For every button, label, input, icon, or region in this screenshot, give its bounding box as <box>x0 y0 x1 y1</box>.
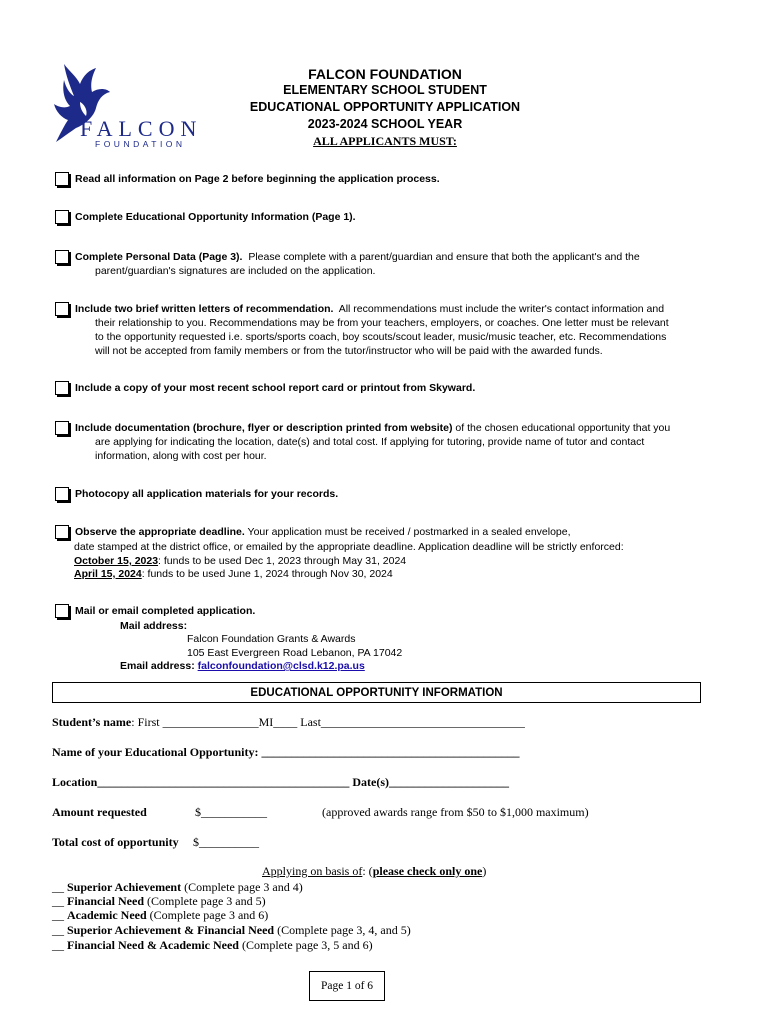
total-cost-label: Total cost of opportunity <box>52 835 179 849</box>
logo-word-text: FALCON <box>80 116 203 141</box>
basis-check-note: please check only one <box>372 864 483 878</box>
item-3-cont: parent/guardian's signatures are included on the application. <box>95 265 376 277</box>
item-8-rest: Your application must be received / postmarked in a sealed envelope, <box>247 526 571 538</box>
amount-requested-label: Amount requested <box>52 805 147 819</box>
item-2-text: Complete Educational Opportunity Information (Page 1). <box>75 211 356 223</box>
basis-name: Financial Need & Academic Need <box>67 938 239 952</box>
checkbox-1[interactable] <box>55 172 69 186</box>
logo-sub: FOUNDATION <box>95 139 186 149</box>
basis-option[interactable] <box>52 938 373 953</box>
basis-note: (Complete page 3 and 4) <box>184 880 303 894</box>
item-9-text: Mail or email completed application. <box>75 605 256 617</box>
deadline-2-text: : funds to be used June 1, 2024 through Nov 30, 2024 <box>141 568 393 580</box>
address-line-1: Falcon Foundation Grants & Awards <box>187 633 356 645</box>
section-header-box <box>52 682 701 703</box>
email-label: Email address: <box>120 660 195 672</box>
item-4-cont3: will not be accepted from family members or from the tutor/instructor who will be paid with the awarded funds. <box>95 345 603 357</box>
basis-note: (Complete page 3, 5 and 6) <box>241 938 373 952</box>
amount-note: (approved awards range from $50 to $1,000 maximum) <box>322 805 589 819</box>
basis-blank[interactable]: __ <box>52 923 64 937</box>
item-3-rest: Please complete with a parent/guardian and ensure that both the applicant's and the <box>248 251 640 263</box>
basis-name: Superior Achievement & Financial Need <box>67 923 275 937</box>
header-line1: ELEMENTARY SCHOOL STUDENT <box>283 83 487 97</box>
student-name-label: Student’s name <box>52 715 132 729</box>
section-title: EDUCATIONAL OPPORTUNITY INFORMATION <box>250 687 503 699</box>
basis-colon: : ( <box>362 864 373 878</box>
item-4-cont1: their relationship to you. Recommendations may be from your teachers, employers, or coaches. One letter must be relevant <box>95 317 669 329</box>
item-4-cont2: to the opportunity requested i.e. sports/sports coach, boy scouts/scout leader, music/music teacher, etc. Recommendations <box>95 331 667 343</box>
basis-option[interactable] <box>52 908 268 923</box>
basis-note: (Complete page 3 and 5) <box>147 894 266 908</box>
all-applicants-must: ALL APPLICANTS MUST: <box>313 134 457 148</box>
amount-requested-input[interactable]: $___________ <box>195 805 267 819</box>
org-title: FALCON FOUNDATION <box>308 66 462 82</box>
header-line3: 2023-2024 SCHOOL YEAR <box>307 117 463 131</box>
basis-blank[interactable]: __ <box>52 908 64 922</box>
checkbox-5[interactable] <box>55 381 69 395</box>
checkbox-6[interactable] <box>55 421 69 435</box>
item-6-rest: of the chosen educational opportunity that you <box>455 422 671 434</box>
basis-option[interactable] <box>52 894 266 909</box>
basis-note: (Complete page 3, 4, and 5) <box>277 923 411 937</box>
item-6-bold: Include documentation (brochure, flyer or description printed from website) <box>75 422 453 434</box>
item-1-text: Read all information on Page 2 before beginning the application process. <box>75 173 440 185</box>
checkbox-3[interactable] <box>55 250 69 264</box>
deadline-1 <box>74 554 406 568</box>
deadline-2 <box>74 567 393 581</box>
item-4-rest: All recommendations must include the writer's contact information and <box>338 303 665 315</box>
checklist-item-2 <box>55 210 725 226</box>
item-8-bold: Observe the appropriate deadline. <box>75 526 245 538</box>
basis-note: (Complete page 3 and 6) <box>149 908 269 922</box>
deadline-1-date: October 15, 2023 <box>74 555 159 567</box>
falcon-logo <box>50 62 220 154</box>
basis-blank[interactable]: __ <box>52 894 64 908</box>
deadline-2-date: April 15, 2024 <box>74 568 142 580</box>
email-link[interactable]: falconfoundation@clsd.k12.pa.us <box>197 660 365 672</box>
item-4-line <box>75 302 664 316</box>
checkbox-2[interactable] <box>55 210 69 224</box>
page-number-box <box>309 971 385 1001</box>
item-3-bold: Complete Personal Data (Page 3). <box>75 251 243 263</box>
item-6-cont1: are applying for indicating the location, date(s) and total cost. If applying for tutoring, provide name of tutor and contact <box>95 436 645 448</box>
total-cost-input[interactable]: $__________ <box>193 835 259 849</box>
email-line <box>120 659 365 673</box>
item-3-line <box>75 250 720 264</box>
item-5-text: Include a copy of your most recent school report card or printout from Skyward. <box>75 382 476 394</box>
deadline-1-text: : funds to be used Dec 1, 2023 through May 31, 2024 <box>158 555 407 567</box>
checkbox-9[interactable] <box>55 604 69 618</box>
item-7-text: Photocopy all application materials for your records. <box>75 488 339 500</box>
checklist-item-1 <box>55 172 725 188</box>
basis-close: ) <box>482 864 487 878</box>
student-name-blanks: : First ________________MI____ Last__________________________________ <box>131 715 525 729</box>
checklist-item-7 <box>55 487 725 503</box>
basis-title <box>262 864 486 879</box>
address-line-2: 105 East Evergreen Road Lebanon, PA 17042 <box>187 647 403 659</box>
checklist-item-5 <box>55 381 725 397</box>
basis-name: Academic Need <box>67 908 147 922</box>
item-8-line <box>75 525 571 539</box>
mail-address-label: Mail address: <box>120 620 188 632</box>
item-6-cont2: information, along with cost per hour. <box>95 450 267 462</box>
checkbox-7[interactable] <box>55 487 69 501</box>
item-8-cont1: date stamped at the district office, or emailed by the appropriate deadline. Application deadline will be strictly enforced: <box>74 541 624 553</box>
item-6-line <box>75 421 670 435</box>
basis-option[interactable] <box>52 880 303 895</box>
opportunity-name-field[interactable]: Name of your Educational Opportunity: ___________________________________________ <box>52 745 520 759</box>
basis-option[interactable] <box>52 923 411 938</box>
basis-blank[interactable]: __ <box>52 938 64 952</box>
location-date-field[interactable]: Location__________________________________________ Date(s)____________________ <box>52 775 509 789</box>
checklist-item-8 <box>55 525 725 541</box>
basis-name: Financial Need <box>67 894 144 908</box>
student-name-field[interactable] <box>52 715 525 730</box>
basis-name: Superior Achievement <box>67 880 182 894</box>
checkbox-8[interactable] <box>55 525 69 539</box>
item-4-bold: Include two brief written letters of recommendation. <box>75 303 334 315</box>
checklist-item-9 <box>55 604 725 620</box>
checkbox-4[interactable] <box>55 302 69 316</box>
header-line2: EDUCATIONAL OPPORTUNITY APPLICATION <box>249 100 521 114</box>
basis-blank[interactable]: __ <box>52 880 64 894</box>
page-number: Page 1 of 6 <box>320 980 374 992</box>
basis-title-text: Applying on basis of <box>262 864 363 878</box>
